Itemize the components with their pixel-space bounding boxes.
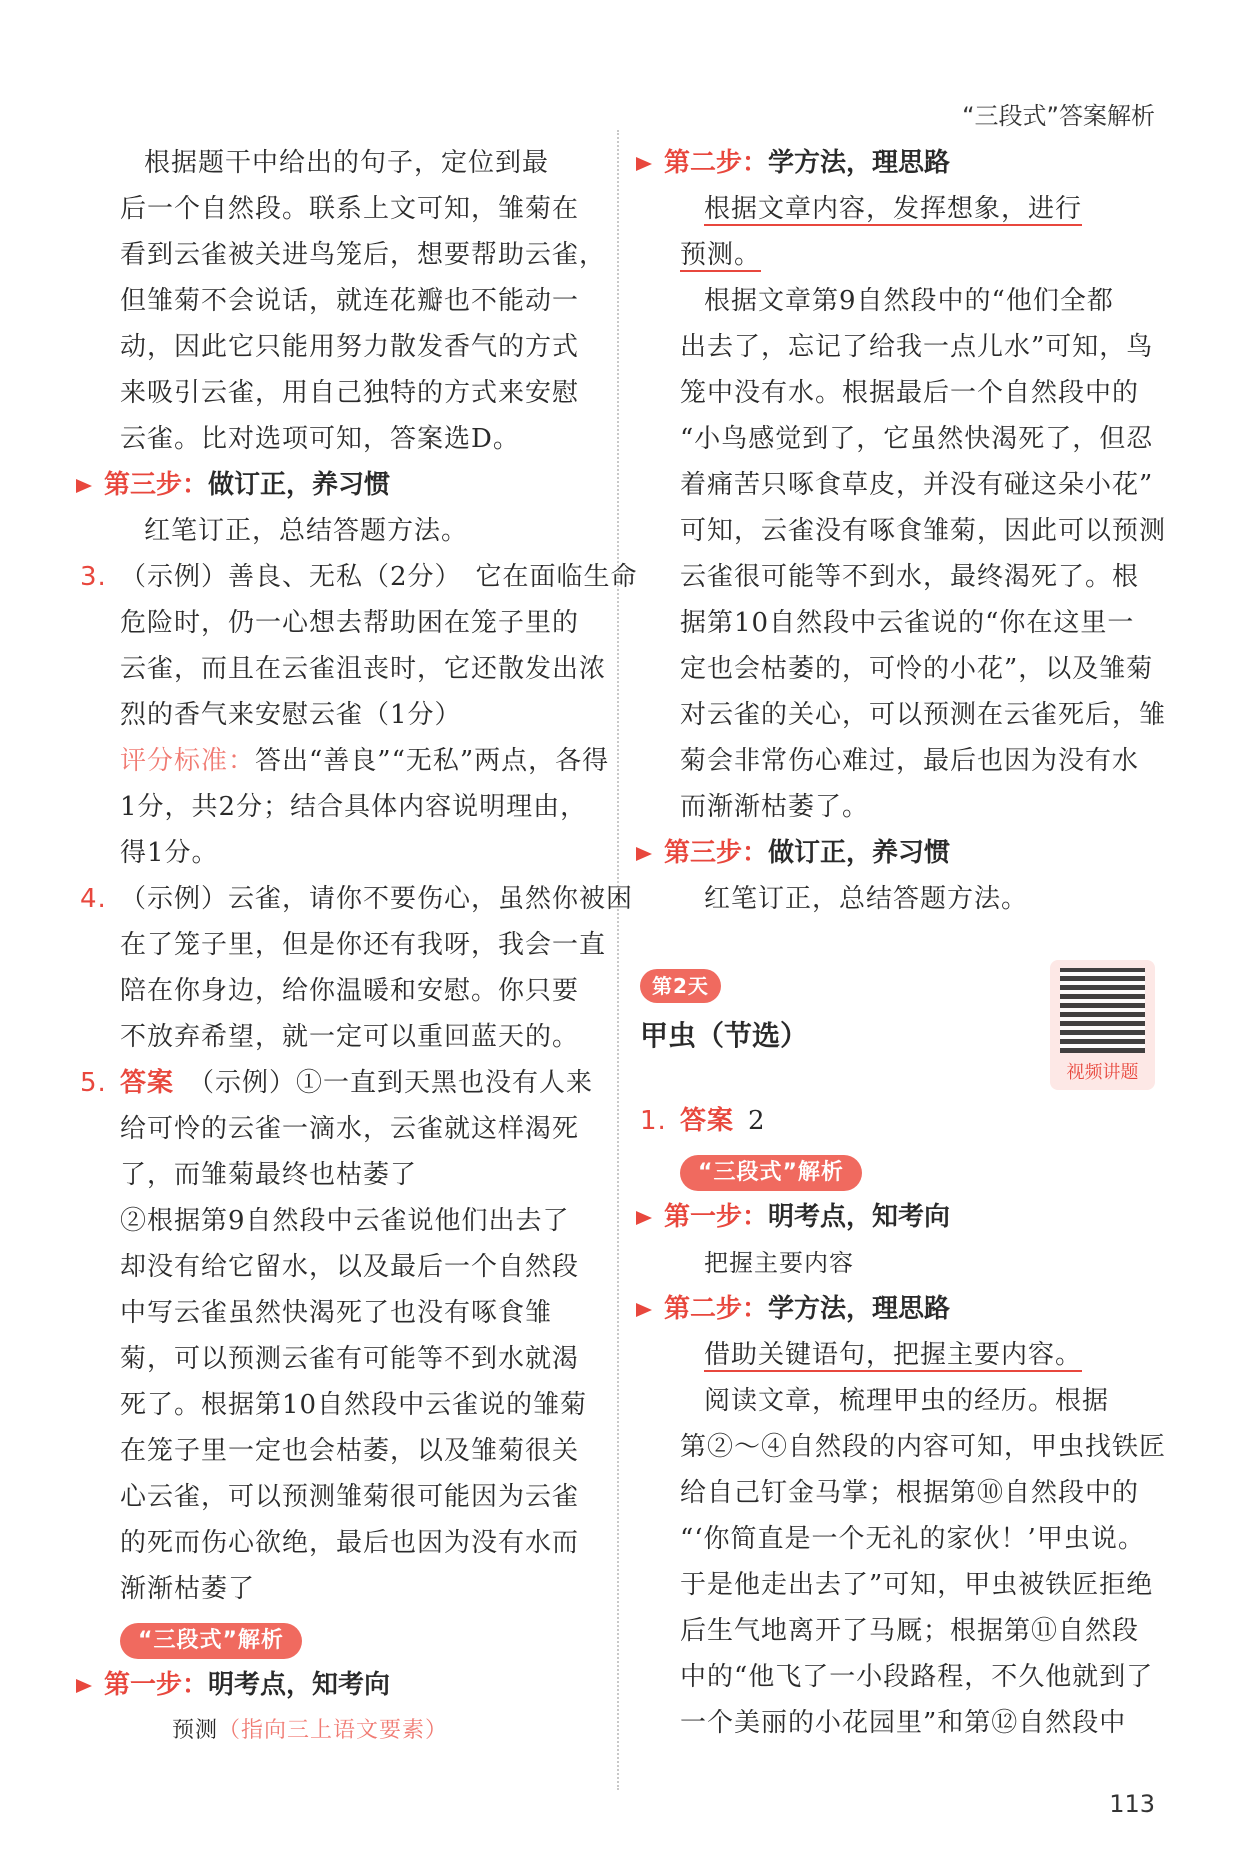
step3-heading	[640, 830, 1160, 876]
step1-heading	[640, 1194, 1160, 1240]
step-label: 第二步：	[664, 1294, 769, 1324]
question-number: 1.	[640, 1106, 667, 1136]
step3-heading	[80, 462, 600, 508]
text-line: 着痛苦只啄食草皮，并没有碰这朵小花”	[680, 470, 1154, 500]
q3-line	[80, 554, 638, 600]
text-line: 于是他走出去了”可知，甲虫被铁匠拒绝	[680, 1570, 1154, 1600]
triangle-bullet-icon	[636, 847, 652, 861]
step-text: 做订正，养习惯	[768, 838, 951, 868]
qr-label: 视频讲题	[1066, 1062, 1139, 1083]
triangle-bullet-icon	[636, 1303, 652, 1317]
para1	[80, 140, 607, 462]
answer-label: 答案	[680, 1106, 735, 1136]
text-line: 中写云雀虽然快渴死了也没有啄食雏	[120, 1298, 553, 1328]
text-line: 的死而伤心欲绝，最后也因为没有水而	[120, 1528, 580, 1558]
analysis-badge: “三段式”解析	[120, 1623, 302, 1659]
page-header: “三段式”答案解析	[962, 102, 1155, 130]
triangle-bullet-icon	[636, 157, 652, 171]
text-line: 得1分。	[120, 838, 219, 868]
text-line: 根据文章第9自然段中的“他们全都	[704, 286, 1114, 316]
badge-row	[640, 1148, 1160, 1194]
text-line: “小鸟感觉到了，它虽然快渴死了，但忍	[680, 424, 1154, 454]
text-line: 阅读文章，梳理甲虫的经历。根据	[704, 1386, 1110, 1416]
step1-body: 把握主要内容	[704, 1249, 854, 1277]
step-text: 做订正，养习惯	[208, 470, 391, 500]
text: 预测	[172, 1718, 219, 1743]
text-line: 云雀，而且在云雀沮丧时，它还散发出浓	[120, 654, 607, 684]
text: 借助关键语句，把握主要内容。	[704, 1340, 1083, 1370]
text-line: “‘你简直是一个无礼的家伙！’甲虫说。	[680, 1524, 1145, 1554]
answer-label: 答案	[120, 1068, 175, 1098]
text-line: 而渐渐枯萎了。	[680, 792, 870, 822]
text-line: 后生气地离开了马厩；根据第⑪自然段	[680, 1616, 1140, 1646]
step2-heading	[640, 140, 1160, 186]
text-line: 定也会枯萎的，可怜的小花”，以及雏菊	[680, 654, 1154, 684]
text-line: 1分，共2分；结合具体内容说明理由，	[120, 792, 588, 822]
text-line: 看到云雀被关进鸟笼后，想要帮助云雀，	[120, 240, 607, 270]
q1-line	[640, 1098, 1160, 1144]
question-number: 4.	[80, 884, 107, 914]
text-line: 烈的香气来安慰云雀（1分）	[120, 700, 462, 730]
text-line: 给可怜的云雀一滴水，云雀就这样渴死	[120, 1114, 580, 1144]
step2-heading	[640, 1286, 1160, 1332]
text-line: 陪在你身边，给你温暖和安慰。你只要	[120, 976, 580, 1006]
step-label: 第一步：	[104, 1670, 209, 1700]
text-line: ②根据第9自然段中云雀说他们出去了	[120, 1206, 570, 1236]
qr-code-icon[interactable]	[1060, 968, 1145, 1053]
text-line: 心云雀，可以预测雏菊很可能因为云雀	[120, 1482, 580, 1512]
text-line: 可知，云雀没有啄食雏菊，因此可以预测	[680, 516, 1167, 546]
text-line: 笼中没有水。根据最后一个自然段中的	[680, 378, 1140, 408]
step1-heading	[80, 1662, 600, 1708]
text-line: 第②～④自然段的内容可知，甲虫找铁匠	[680, 1432, 1167, 1462]
text-line: 菊，可以预测云雀有可能等不到水就渴	[120, 1344, 580, 1374]
text-line: 了，而雏菊最终也枯萎了	[120, 1160, 418, 1190]
text-line: 动，因此它只能用努力散发香气的方式	[120, 332, 580, 362]
step-text: 学方法，理思路	[768, 148, 951, 178]
column-divider	[617, 130, 619, 1790]
text-line: 危险时，仍一心想去帮助困在笼子里的	[120, 608, 580, 638]
left-column	[80, 140, 638, 1754]
text: 答出“善良”“无私”两点，各得	[255, 746, 610, 776]
badge-row	[80, 1616, 600, 1662]
text-line: 给自己钉金马掌；根据第⑩自然段中的	[680, 1478, 1140, 1508]
analysis-badge: “三段式”解析	[680, 1155, 862, 1191]
text-line: 云雀。比对选项可知，答案选D。	[120, 424, 520, 454]
answer-value: 2	[748, 1106, 766, 1136]
page-number: 113	[1109, 1790, 1155, 1818]
underlined-line	[640, 1332, 1160, 1378]
triangle-bullet-icon	[76, 479, 92, 493]
step-label: 第二步：	[664, 148, 769, 178]
text-line: 却没有给它留水，以及最后一个自然段	[120, 1252, 580, 1282]
question-number: 5.	[80, 1068, 107, 1098]
q5-line	[80, 1060, 600, 1106]
text-line: 中的“他飞了一小段路程，不久他就到了	[680, 1662, 1154, 1692]
step1-body	[80, 1708, 600, 1754]
step-text: 明考点，知考向	[768, 1202, 951, 1232]
text-line: 渐渐枯萎了	[120, 1574, 256, 1604]
text: （示例）①一直到天黑也没有人来	[188, 1068, 594, 1098]
right-column	[640, 140, 1167, 1746]
text-line: 对云雀的关心，可以预测在云雀死后，雏	[680, 700, 1167, 730]
text-line: 在了笼子里，但是你还有我呀，我会一直	[120, 930, 607, 960]
text: 根据文章内容，发挥想象，进行	[704, 194, 1083, 224]
text-line: 据第10自然段中云雀说的“你在这里一	[680, 608, 1135, 638]
article-title: 甲虫（节选）	[640, 1019, 809, 1052]
step-text: 明考点，知考向	[208, 1670, 391, 1700]
text-line: 死了。根据第10自然段中云雀说的雏菊	[120, 1390, 588, 1420]
underlined-line	[640, 232, 1160, 278]
step3-body: 红笔订正，总结答题方法。	[704, 884, 1029, 914]
underlined-line	[640, 186, 1160, 232]
q4-line	[80, 876, 634, 922]
question-number: 3.	[80, 562, 107, 592]
criteria-label: 评分标准：	[120, 746, 256, 776]
step-label: 第三步：	[664, 838, 769, 868]
text-line: 来吸引云雀，用自己独特的方式来安慰	[120, 378, 580, 408]
text-line: 但雏菊不会说话，就连花瓣也不能动一	[120, 286, 580, 316]
text-line: 不放弃希望，就一定可以重回蓝天的。	[120, 1022, 580, 1052]
text: （示例）云雀，请你不要伤心，虽然你被困	[120, 884, 634, 914]
spacer	[640, 922, 1160, 962]
text-red: （指向三上语文要素）	[218, 1718, 449, 1743]
text: 预测。	[680, 240, 762, 270]
text-line: 出去了，忘记了给我一点儿水”可知，鸟	[680, 332, 1154, 362]
text-line: 后一个自然段。联系上文可知，雏菊在	[120, 194, 580, 224]
step-text: 学方法，理思路	[768, 1294, 951, 1324]
criteria-line	[80, 738, 610, 784]
text-line: 根据题干中给出的句子，定位到最	[144, 148, 550, 178]
triangle-bullet-icon	[76, 1679, 92, 1693]
step3-body: 红笔订正，总结答题方法。	[144, 516, 469, 546]
qr-code-panel[interactable]	[1050, 960, 1155, 1090]
day-badge: 第2天	[640, 969, 721, 1003]
step-label: 第一步：	[664, 1202, 769, 1232]
text-line: 菊会非常伤心难过，最后也因为没有水	[680, 746, 1140, 776]
triangle-bullet-icon	[636, 1211, 652, 1225]
text-line: 在笼子里一定也会枯萎，以及雏菊很关	[120, 1436, 580, 1466]
step-label: 第三步：	[104, 470, 209, 500]
text-line: 云雀很可能等不到水，最终渴死了。根	[680, 562, 1140, 592]
text: （示例）善良、无私（2分） 它在面临生命	[120, 562, 638, 592]
text-line: 一个美丽的小花园里”和第⑫自然段中	[680, 1708, 1127, 1738]
